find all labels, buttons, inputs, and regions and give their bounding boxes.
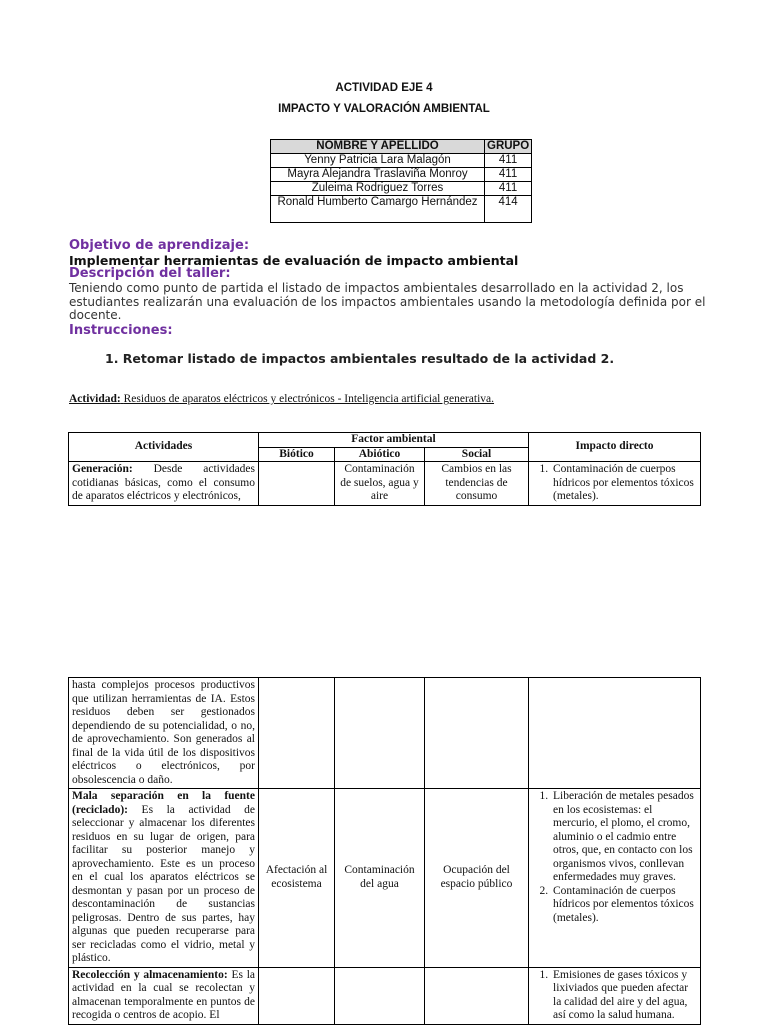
activity-generation-cont: hasta complejos procesos productivos que utilizan herramientas de IA. Estos residuos deben ser gestionados dependiendo de su potencialidad, o no, de aprovechamiento. Son generados al final de la vida útil de los dispositivos eléctricos o electrónicos, por obsolescencia o daño. <box>69 678 259 789</box>
cell-abiotic: Contaminación del agua <box>335 789 425 968</box>
instructions-label: Instrucciones: <box>69 323 173 338</box>
cell-social: Ocupación del espacio público <box>425 789 529 968</box>
activity-generation <box>69 462 259 506</box>
impact-table-page2 <box>68 677 701 1025</box>
header-biotic: Biótico <box>259 447 335 462</box>
member-name: Ronald Humberto Camargo Hernández <box>271 196 485 223</box>
header-abiotic: Abiótico <box>335 447 425 462</box>
member-group: 414 <box>485 196 532 223</box>
cell-impact <box>529 967 701 1024</box>
instruction-item: 1. Retomar listado de impactos ambientales resultado de la actividad 2. <box>105 351 615 366</box>
activity-text: Residuos de aparatos eléctricos y electrónicos - Inteligencia artificial generativa. <box>123 393 495 405</box>
member-group: 411 <box>485 154 532 168</box>
members-table <box>270 139 532 223</box>
objective-text: Implementar herramientas de evaluación de impacto ambiental <box>69 253 519 268</box>
header-factor: Factor ambiental <box>259 433 529 448</box>
objective-label: Objetivo de aprendizaje: <box>69 238 250 253</box>
activity-label: Actividad: <box>69 393 121 405</box>
cell-biotic <box>259 967 335 1024</box>
impact-list <box>532 969 697 1023</box>
table-row <box>271 182 532 196</box>
cell-impact <box>529 678 701 789</box>
table-row <box>69 967 701 1024</box>
member-name: Zuleima Rodriguez Torres <box>271 182 485 196</box>
description-label: Descripción del taller: <box>69 266 231 281</box>
impact-table-page1 <box>68 432 701 506</box>
impact-item: 2. Contaminación de cuerpos hídricos por elementos tóxicos (metales). <box>551 885 697 926</box>
activity-collection <box>69 967 259 1024</box>
activity-desc: Desde actividades cotidianas básicas, como el consumo de aparatos eléctricos y electrónicos, <box>72 463 255 502</box>
member-name: Yenny Patricia Lara Malagón <box>271 154 485 168</box>
members-header-name: NOMBRE Y APELLIDO <box>271 140 485 154</box>
cell-impact <box>529 789 701 968</box>
member-group: 411 <box>485 168 532 182</box>
members-header-group: GRUPO <box>485 140 532 154</box>
cell-biotic <box>259 462 335 506</box>
cell-abiotic: Contaminación de suelos, agua y aire <box>335 462 425 506</box>
table-row <box>69 462 701 506</box>
cell-social <box>425 678 529 789</box>
activity-separation <box>69 789 259 968</box>
document-subtitle: IMPACTO Y VALORACIÓN AMBIENTAL <box>278 103 490 115</box>
cell-social: Cambios en las tendencias de consumo <box>425 462 529 506</box>
cell-biotic <box>259 678 335 789</box>
member-group: 411 <box>485 182 532 196</box>
activity-line <box>69 393 494 405</box>
members-header-row <box>271 140 532 154</box>
table-row <box>69 789 701 968</box>
activity-title: Mala separación en la fuente (reciclado): <box>72 790 255 816</box>
cell-impact <box>529 462 701 506</box>
header-impact: Impacto directo <box>529 433 701 462</box>
table-row <box>271 154 532 168</box>
activity-desc: Es la actividad de seleccionar y almacenar los diferentes residuos en su lugar de origen, para facilitar su posterior manejo y aprovechamiento. Este es un proceso en el cual los aparatos eléctricos se desmontan y pasan por un proceso de descontaminación de sustancias peligrosas. Dentro de sus partes, hay algunas que pueden recuperarse para ser recicladas como el vidrio, metal y plástico. <box>72 803 256 964</box>
impact-list <box>532 790 697 925</box>
header-social: Social <box>425 447 529 462</box>
document-title: ACTIVIDAD EJE 4 <box>335 82 433 94</box>
table-row <box>271 196 532 223</box>
cell-abiotic <box>335 678 425 789</box>
impact-item: 1. Emisiones de gases tóxicos y lixiviados que pueden afectar la calidad del aire y del agua, así como la salud humana. <box>551 969 697 1023</box>
member-name: Mayra Alejandra Traslaviña Monroy <box>271 168 485 182</box>
table-row <box>69 678 701 789</box>
table-row <box>271 168 532 182</box>
activity-desc: Es la actividad en la cual se recolectan y almacenan temporalmente en puntos de recogida o centros de acopio. El <box>72 968 255 1021</box>
activity-title: Generación: <box>72 463 133 475</box>
cell-biotic: Afectación al ecosistema <box>259 789 335 968</box>
cell-social <box>425 967 529 1024</box>
impact-item: 1. Liberación de metales pesados en los ecosistemas: el mercurio, el plomo, el cromo, aluminio o el cadmio entre otros, que, en contacto con los organismos vivos, conllevan enfermedades muy graves. <box>551 790 697 885</box>
impact-item: 1. Contaminación de cuerpos hídricos por elementos tóxicos (metales). <box>551 463 697 504</box>
cell-abiotic <box>335 967 425 1024</box>
activity-title: Recolección y almacenamiento: <box>72 968 228 981</box>
impact-list <box>532 463 697 504</box>
impact-header-row <box>69 433 701 448</box>
header-activities: Actividades <box>69 433 259 462</box>
description-text: Teniendo como punto de partida el listado de impactos ambientales desarrollado en la actividad 2, los estudiantes realizarán una evaluación de los impactos ambientales usando la metodología definida por el docente. <box>69 281 706 322</box>
